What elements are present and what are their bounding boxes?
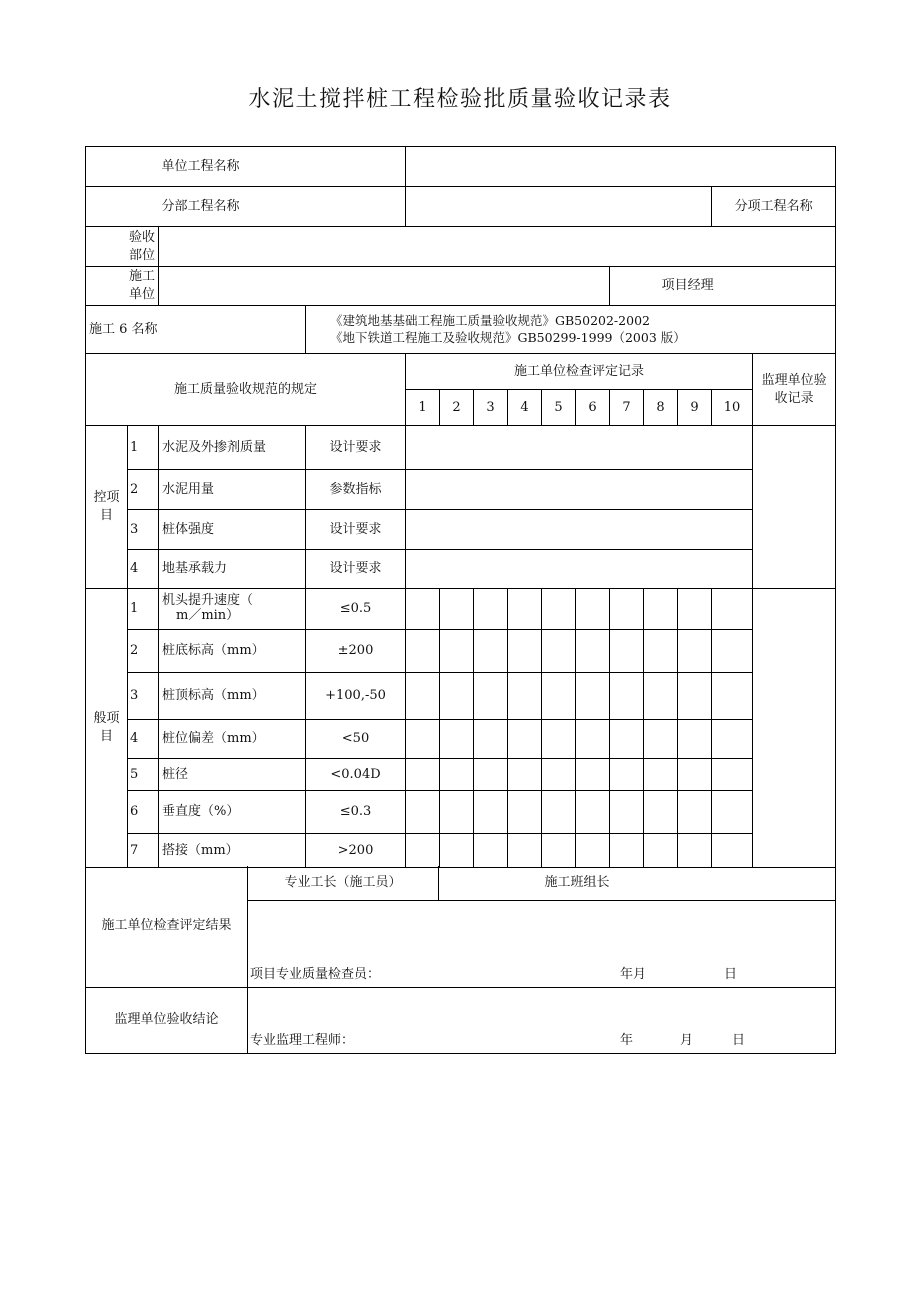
check-cell[interactable] (678, 589, 712, 630)
check-cell[interactable] (712, 791, 753, 834)
supervision-engineer-label: 专业监理工程师： (250, 1032, 355, 1048)
check-cell[interactable] (440, 720, 474, 759)
item-name: 桩径 (159, 759, 306, 791)
item-number: 7 (128, 834, 159, 868)
check-cell[interactable] (712, 630, 753, 673)
item-requirement: ±200 (306, 630, 406, 673)
check-cell[interactable] (474, 720, 508, 759)
check-cell[interactable] (610, 630, 644, 673)
item-project-label: 分项工程名称 (712, 187, 836, 227)
item-number: 2 (128, 630, 159, 673)
item-number: 3 (128, 673, 159, 720)
check-cell[interactable] (508, 834, 542, 868)
column-number: 3 (474, 390, 508, 426)
spec-label: 施工质量验收规范的规定 (86, 354, 406, 426)
column-number: 4 (508, 390, 542, 426)
standard-2: 《地下铁道工程施工及验收规范》GB50299-1999（2003 版） (330, 329, 686, 345)
date-day: 日 (732, 1032, 746, 1048)
check-record-label: 施工单位检查评定记录 (406, 354, 753, 390)
row-acceptance-part (86, 227, 836, 267)
check-cell[interactable] (576, 791, 610, 834)
item-name-line-1: 机头提升速度（ (162, 593, 254, 609)
check-cell[interactable] (610, 720, 644, 759)
general-label-line-2: 目 (99, 729, 113, 744)
check-cell[interactable] (406, 834, 440, 868)
check-cell[interactable] (474, 673, 508, 720)
date-year: 年 (620, 1032, 634, 1048)
check-record-cell[interactable] (406, 550, 753, 589)
check-cell[interactable] (644, 720, 678, 759)
main-control-row (86, 426, 836, 470)
check-cell[interactable] (440, 791, 474, 834)
row-supervision-conclusion (86, 987, 836, 1053)
item-name: 桩底标高（mm） (159, 630, 306, 673)
check-cell[interactable] (440, 673, 474, 720)
main-control-row (86, 550, 836, 589)
item-name: 桩位偏差（mm） (159, 720, 306, 759)
general-row (86, 589, 836, 630)
item-number: 4 (128, 550, 159, 589)
standard-1: 《建筑地基基础工程施工质量验收规范》GB50202-2002 (330, 312, 650, 328)
construction-result-label: 施工单位检查评定结果 (86, 866, 248, 987)
main-control-row (86, 470, 836, 510)
project-manager-label: 项目经理 (610, 267, 836, 306)
row-foreman (86, 866, 836, 900)
column-number: 8 (644, 390, 678, 426)
row-table-head (86, 354, 836, 390)
item-requirement: ≤0.5 (306, 589, 406, 630)
check-cell[interactable] (712, 673, 753, 720)
check-cell[interactable] (542, 630, 576, 673)
check-cell[interactable] (508, 589, 542, 630)
check-cell[interactable] (610, 791, 644, 834)
item-name: 水泥用量 (159, 470, 306, 510)
column-number: 10 (712, 390, 753, 426)
check-cell[interactable] (712, 720, 753, 759)
item-name: 桩体强度 (159, 510, 306, 550)
check-cell[interactable] (440, 834, 474, 868)
general-row (86, 720, 836, 759)
row-sub-project (86, 187, 836, 227)
check-cell[interactable] (644, 630, 678, 673)
check-cell[interactable] (610, 589, 644, 630)
check-cell[interactable] (678, 791, 712, 834)
general-row (86, 673, 836, 720)
item-requirement: 设计要求 (306, 510, 406, 550)
check-cell[interactable] (678, 720, 712, 759)
check-cell[interactable] (712, 759, 753, 791)
supervision-label-line-1: 监理单位验 (761, 372, 827, 388)
item-number: 3 (128, 510, 159, 550)
row-unit-project (86, 147, 836, 187)
check-cell[interactable] (678, 759, 712, 791)
check-cell[interactable] (576, 589, 610, 630)
item-requirement: 设计要求 (306, 426, 406, 470)
acceptance-part-label: 验收部位 (86, 227, 159, 267)
general-row (86, 791, 836, 834)
check-cell[interactable] (678, 834, 712, 868)
result-table (85, 866, 836, 1054)
column-number: 9 (678, 390, 712, 426)
item-number: 1 (128, 589, 159, 630)
supervision-engineer-cell[interactable] (248, 987, 836, 1053)
check-cell[interactable] (508, 759, 542, 791)
check-cell[interactable] (542, 673, 576, 720)
item-requirement: <0.04D (306, 759, 406, 791)
check-cell[interactable] (508, 791, 542, 834)
item-name: 搭接（mm） (159, 834, 306, 868)
check-cell[interactable] (406, 720, 440, 759)
team-leader-label: 施工班组长 (439, 866, 836, 900)
date-month: 月 (680, 1032, 694, 1048)
item-name: 地基承载力 (159, 550, 306, 589)
column-number: 2 (440, 390, 474, 426)
construction-unit-value[interactable] (159, 267, 610, 306)
check-cell[interactable] (474, 759, 508, 791)
check-cell[interactable] (406, 759, 440, 791)
check-cell[interactable] (678, 673, 712, 720)
quality-inspector-cell[interactable] (248, 900, 836, 987)
check-cell[interactable] (610, 834, 644, 868)
check-cell[interactable] (644, 673, 678, 720)
construction-unit-label: 施工单位 (86, 267, 159, 306)
check-cell[interactable] (644, 834, 678, 868)
check-cell[interactable] (678, 630, 712, 673)
check-cell[interactable] (508, 630, 542, 673)
check-cell[interactable] (406, 589, 440, 630)
general-row (86, 630, 836, 673)
general-row (86, 834, 836, 868)
check-cell[interactable] (440, 630, 474, 673)
supervision-record-cell[interactable] (753, 589, 836, 868)
check-cell[interactable] (542, 791, 576, 834)
supervision-record-cell[interactable] (753, 426, 836, 589)
item-name-line-2: m／min） (176, 608, 240, 623)
column-number: 5 (542, 390, 576, 426)
check-cell[interactable] (712, 589, 753, 630)
supervision-record-label (753, 354, 836, 426)
item-requirement: >200 (306, 834, 406, 868)
sub-project-value[interactable] (406, 187, 712, 227)
check-cell[interactable] (542, 720, 576, 759)
item-number: 4 (128, 720, 159, 759)
check-cell[interactable] (610, 673, 644, 720)
check-cell[interactable] (406, 791, 440, 834)
item-name: 桩顶标高（mm） (159, 673, 306, 720)
main-control-row (86, 510, 836, 550)
column-number: 7 (610, 390, 644, 426)
check-cell[interactable] (576, 759, 610, 791)
item-requirement: <50 (306, 720, 406, 759)
main-control-label-line-1: 控项 (93, 490, 120, 506)
check-cell[interactable] (644, 589, 678, 630)
check-cell[interactable] (440, 759, 474, 791)
check-record-cell[interactable] (406, 510, 753, 550)
item-name: 垂直度（%） (159, 791, 306, 834)
check-cell[interactable] (576, 673, 610, 720)
check-cell[interactable] (406, 630, 440, 673)
standard-name-label: 施工 6 名称 (86, 306, 306, 354)
check-cell[interactable] (610, 759, 644, 791)
check-cell[interactable] (474, 791, 508, 834)
inspection-form (85, 146, 836, 868)
foreman-label: 专业工长（施工员） (248, 866, 439, 900)
quality-inspector-label: 项目专业质量检查员： (250, 966, 381, 982)
item-requirement: ≤0.3 (306, 791, 406, 834)
main-control-label-line-2: 目 (99, 508, 113, 523)
column-number: 6 (576, 390, 610, 426)
item-number: 5 (128, 759, 159, 791)
item-number: 1 (128, 426, 159, 470)
check-cell[interactable] (474, 834, 508, 868)
unit-project-value[interactable] (406, 147, 836, 187)
item-number: 6 (128, 791, 159, 834)
item-name (159, 589, 306, 630)
item-number: 2 (128, 470, 159, 510)
row-standards (86, 306, 836, 354)
check-cell[interactable] (508, 673, 542, 720)
general-label (86, 589, 128, 868)
item-name: 水泥及外掺剂质量 (159, 426, 306, 470)
check-cell[interactable] (576, 834, 610, 868)
main-control-label (86, 426, 128, 589)
unit-project-label: 单位工程名称 (86, 147, 406, 187)
check-cell[interactable] (576, 630, 610, 673)
check-cell[interactable] (542, 759, 576, 791)
date-year-month: 年月 (620, 966, 647, 982)
standards-list (306, 306, 836, 354)
item-requirement: +100,-50 (306, 673, 406, 720)
page-title: 水泥土搅拌桩工程检验批质量验收记录表 (248, 87, 672, 112)
item-requirement: 设计要求 (306, 550, 406, 589)
check-cell[interactable] (576, 720, 610, 759)
check-record-cell[interactable] (406, 426, 753, 470)
check-record-cell[interactable] (406, 470, 753, 510)
check-cell[interactable] (712, 834, 753, 868)
check-cell[interactable] (644, 759, 678, 791)
check-cell[interactable] (542, 834, 576, 868)
general-label-line-1: 般项 (93, 711, 120, 727)
check-cell[interactable] (508, 720, 542, 759)
check-cell[interactable] (474, 589, 508, 630)
date-day: 日 (724, 966, 738, 982)
item-requirement: 参数指标 (306, 470, 406, 510)
check-cell[interactable] (644, 791, 678, 834)
supervision-conclusion-label: 监理单位验收结论 (86, 987, 248, 1053)
supervision-label-line-2: 收记录 (774, 390, 814, 406)
row-construction-unit (86, 267, 836, 306)
general-row (86, 759, 836, 791)
check-cell[interactable] (440, 589, 474, 630)
acceptance-part-value[interactable] (159, 227, 836, 267)
sub-project-label: 分部工程名称 (86, 187, 406, 227)
check-cell[interactable] (474, 630, 508, 673)
column-number: 1 (406, 390, 440, 426)
check-cell[interactable] (406, 673, 440, 720)
check-cell[interactable] (542, 589, 576, 630)
